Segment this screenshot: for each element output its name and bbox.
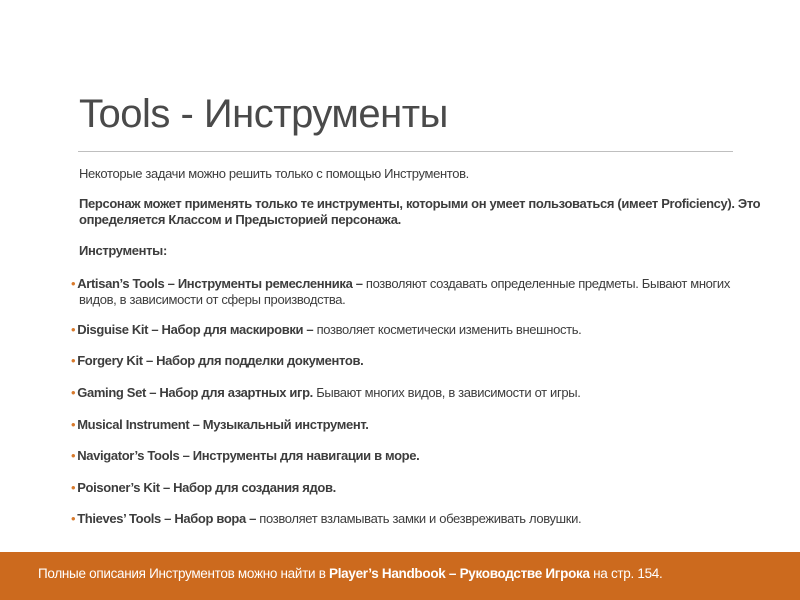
title-divider — [78, 151, 733, 152]
bullet-icon: • — [71, 448, 76, 463]
bullet-icon: • — [71, 322, 76, 337]
list-item: • Musical Instrument – Музыкальный инструмент. — [71, 417, 369, 432]
bullet-icon: • — [71, 385, 76, 400]
slide-title: Tools - Инструменты — [79, 92, 448, 136]
list-item: • Poisoner’s Kit – Набор для создания ядов. — [71, 480, 336, 495]
bullet-icon: • — [71, 417, 76, 432]
footer-note: Полные описания Инструментов можно найти в Player’s Handbook – Руководстве Игрока на стр. 154. — [38, 566, 663, 581]
list-item: • Thieves’ Tools – Набор вора – позволяет взламывать замки и обезвреживать ловушки. — [71, 511, 582, 526]
list-item: • Disguise Kit – Набор для маскировки – позволяет косметически изменить внешность. — [71, 322, 582, 337]
list-item: • Artisan’s Tools – Инструменты ремесленника – позволяют создавать определенные предметы. Бывают многих видов, в зависимости от сферы производства. — [71, 276, 730, 307]
proficiency-note: Персонаж может применять только те инструменты, которыми он умеет пользоваться (имеет Proficiency). Это определяется Классом и Предысторией персонажа. — [79, 196, 761, 227]
list-item: • Forgery Kit – Набор для подделки документов. — [71, 353, 364, 368]
bullet-icon: • — [71, 511, 76, 526]
bullet-icon: • — [71, 353, 76, 368]
list-item: • Gaming Set – Набор для азартных игр. Бывают многих видов, в зависимости от игры. — [71, 385, 581, 400]
list-item: • Navigator’s Tools – Инструменты для навигации в море. — [71, 448, 420, 463]
tools-heading: Инструменты: — [79, 243, 167, 258]
bullet-icon: • — [71, 276, 76, 291]
intro-line: Некоторые задачи можно решить только с помощью Инструментов. — [79, 166, 469, 181]
book-reference: Player’s Handbook – Руководстве Игрока — [329, 566, 590, 581]
footer-bar — [0, 552, 800, 600]
bullet-icon: • — [71, 480, 76, 495]
